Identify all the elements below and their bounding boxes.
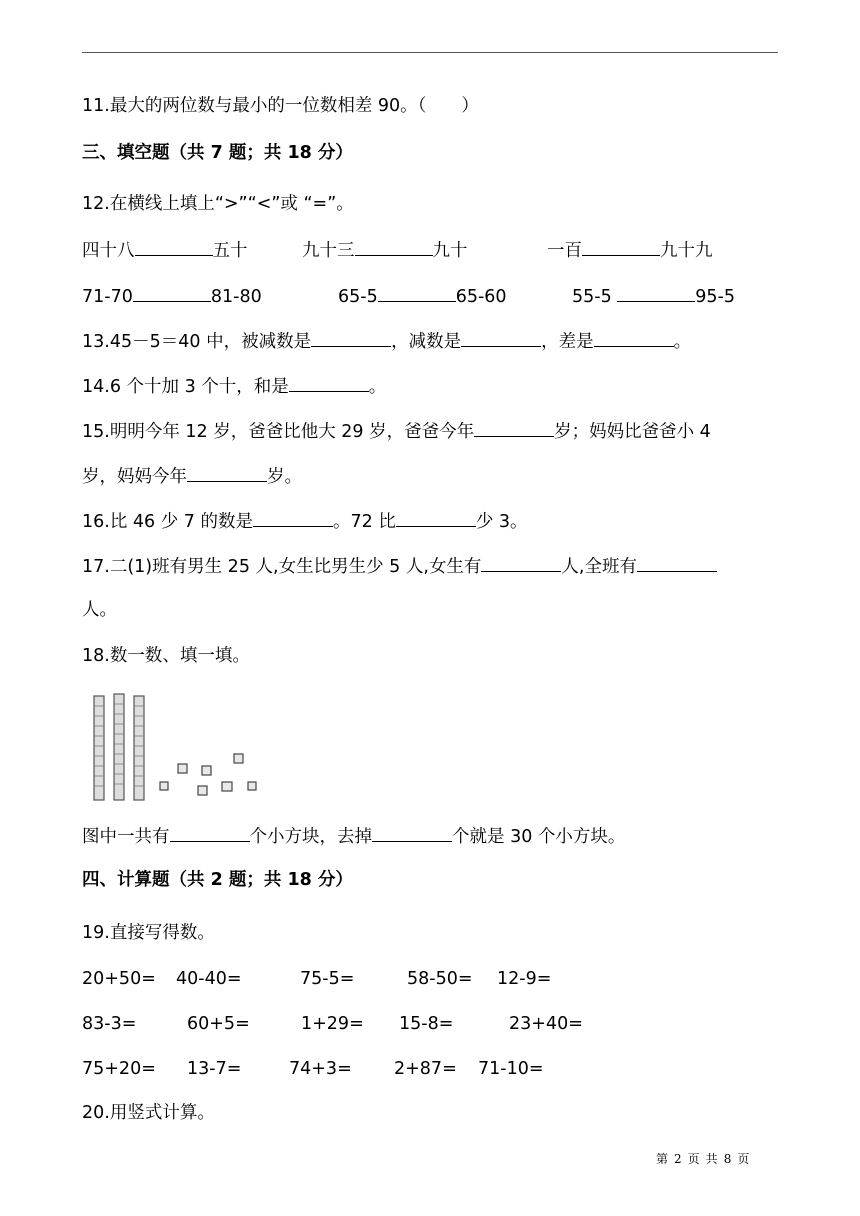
section-fill-in-title: 三、填空题（共 7 题；共 18 分） bbox=[82, 143, 353, 163]
question-18-text: 图中一共有 个小方块，去掉 个就是 30 个小方块。 bbox=[82, 823, 625, 849]
ten-rod bbox=[134, 696, 144, 800]
calc-item: 60+5= bbox=[187, 1014, 250, 1034]
question-19-title: 19.直接写得数。 bbox=[82, 923, 215, 943]
q12-row-1-item-2: 九十三 九十 bbox=[302, 237, 468, 263]
calc-item: 15-8= bbox=[399, 1014, 454, 1034]
calc-item: 71-10= bbox=[478, 1059, 544, 1079]
unit-cube bbox=[222, 782, 232, 791]
question-17-line-2: 人。 bbox=[82, 600, 117, 620]
answer-blank[interactable] bbox=[170, 823, 250, 842]
answer-blank[interactable] bbox=[582, 237, 660, 256]
q12-row-1-item-3: 一百 九十九 bbox=[547, 237, 713, 263]
calc-item: 83-3= bbox=[82, 1014, 137, 1034]
calc-item: 75-5= bbox=[300, 969, 355, 989]
answer-blank[interactable] bbox=[133, 283, 211, 302]
question-11: 11.最大的两位数与最小的一位数相差 90。（ ） bbox=[82, 96, 479, 116]
ten-rod bbox=[94, 696, 104, 800]
q12-row-1: 四十八 五十 bbox=[82, 237, 248, 263]
answer-blank[interactable] bbox=[461, 328, 541, 347]
question-13: 13.45－5＝40 中，被减数是 ，减数是 ，差是 。 bbox=[82, 328, 691, 354]
calc-item: 20+50= bbox=[82, 969, 156, 989]
q12-row-2-item-1: 71-70 81-80 bbox=[82, 283, 262, 309]
calc-item: 75+20= bbox=[82, 1059, 156, 1079]
calc-item: 2+87= bbox=[394, 1059, 457, 1079]
question-15-line-2: 岁，妈妈今年 岁。 bbox=[82, 463, 302, 489]
unit-cube bbox=[248, 782, 256, 790]
answer-blank[interactable] bbox=[396, 508, 476, 527]
calc-item: 1+29= bbox=[301, 1014, 364, 1034]
answer-blank[interactable] bbox=[594, 328, 674, 347]
question-14: 14.6 个十加 3 个十，和是 。 bbox=[82, 373, 386, 399]
unit-cube bbox=[202, 766, 211, 775]
q12-row-2-item-3: 55-5 95-5 bbox=[572, 283, 735, 309]
answer-blank[interactable] bbox=[372, 823, 452, 842]
question-15-line-1: 15.明明今年 12 岁，爸爸比他大 29 岁，爸爸今年 岁；妈妈比爸爸小 4 bbox=[82, 418, 711, 444]
unit-cube bbox=[160, 782, 168, 790]
unit-cube bbox=[198, 786, 207, 795]
question-18-title: 18.数一数、填一填。 bbox=[82, 646, 250, 666]
section-calc-title: 四、计算题（共 2 题；共 18 分） bbox=[82, 870, 353, 890]
answer-blank[interactable] bbox=[378, 283, 456, 302]
page-footer: 第 2 页 共 8 页 bbox=[656, 1152, 750, 1166]
unit-cube bbox=[234, 754, 243, 763]
answer-blank[interactable] bbox=[617, 283, 695, 302]
question-12-title: 12.在横线上填上“>”“<”或 “=”。 bbox=[82, 194, 354, 214]
answer-blank[interactable] bbox=[637, 553, 717, 572]
answer-blank[interactable] bbox=[355, 237, 433, 256]
answer-blank[interactable] bbox=[253, 508, 333, 527]
calc-item: 13-7= bbox=[187, 1059, 242, 1079]
calc-item: 12-9= bbox=[497, 969, 552, 989]
answer-blank[interactable] bbox=[311, 328, 391, 347]
question-17-line-1: 17.二(1)班有男生 25 人,女生比男生少 5 人,女生有 人,全班有 bbox=[82, 553, 717, 579]
unit-cube bbox=[178, 764, 187, 773]
answer-blank[interactable] bbox=[481, 553, 561, 572]
header-rule bbox=[82, 52, 778, 53]
q12-row-2-item-2: 65-5 65-60 bbox=[338, 283, 507, 309]
answer-blank[interactable] bbox=[289, 373, 369, 392]
page-number: 2 bbox=[674, 1152, 682, 1166]
answer-blank[interactable] bbox=[135, 237, 213, 256]
counting-blocks-figure bbox=[88, 690, 268, 805]
question-20-title: 20.用竖式计算。 bbox=[82, 1103, 215, 1123]
calc-item: 40-40= bbox=[176, 969, 242, 989]
answer-blank[interactable] bbox=[474, 418, 554, 437]
calc-item: 23+40= bbox=[509, 1014, 583, 1034]
answer-blank[interactable] bbox=[187, 463, 267, 482]
calc-item: 74+3= bbox=[289, 1059, 352, 1079]
question-16: 16.比 46 少 7 的数是 。72 比 少 3。 bbox=[82, 508, 528, 534]
page-total: 8 bbox=[723, 1152, 732, 1166]
calc-item: 58-50= bbox=[407, 969, 473, 989]
